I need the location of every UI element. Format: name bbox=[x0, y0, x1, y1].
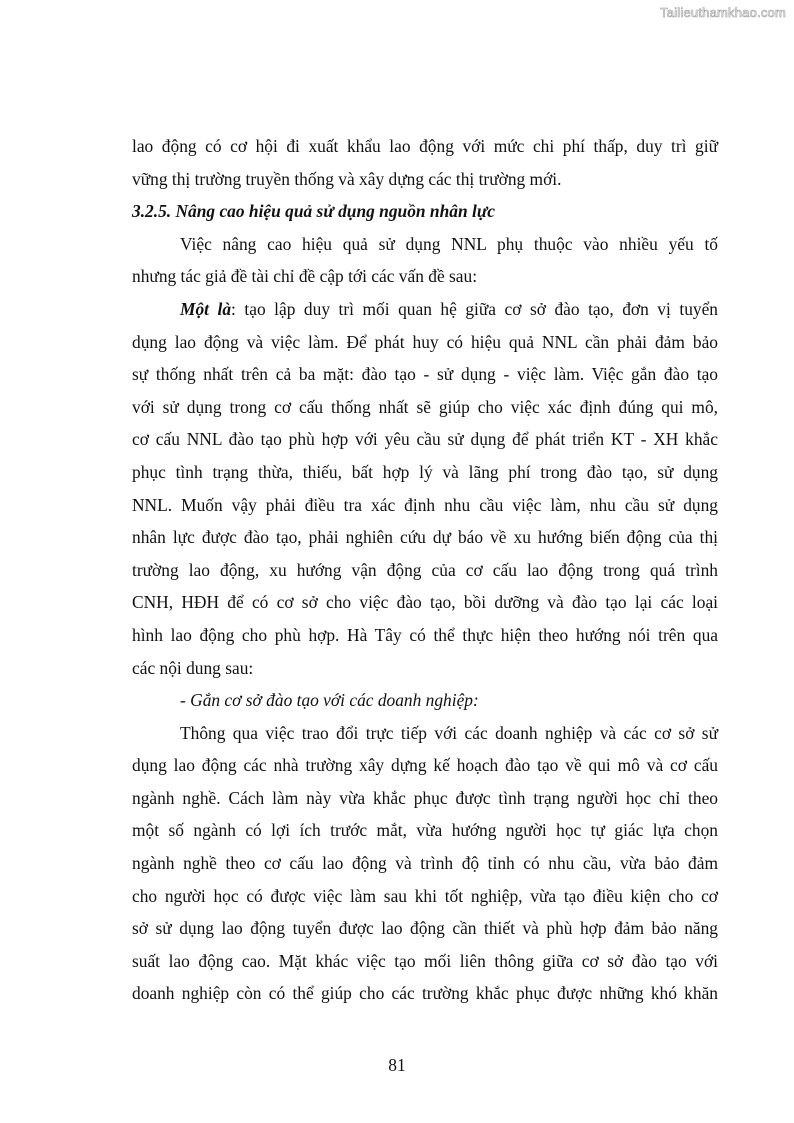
page-number: 81 bbox=[388, 1055, 406, 1075]
text-line: suất lao động cao. Mặt khác việc tạo mối liên thông giữa cơ sở đào tạo với bbox=[132, 950, 718, 971]
text-line: NNL. Muốn vậy phải điều tra xác định nhu cầu việc làm, nhu cầu sử dụng bbox=[132, 494, 718, 515]
watermark-text: Tailieuthamkhao.com bbox=[660, 5, 786, 20]
text-line: nhân lực được đào tạo, phải nghiên cứu dự báo về xu hướng biến động của thị bbox=[132, 527, 718, 548]
text-line: các nội dung sau: bbox=[132, 657, 254, 678]
text-line: Việc nâng cao hiệu quả sử dụng NNL phụ thuộc vào nhiều yếu tố bbox=[180, 233, 718, 254]
text-line: CNH, HĐH để có cơ sở cho việc đào tạo, bồi dưỡng và đào tạo lại các loại bbox=[132, 592, 718, 613]
text-line: cho người học có được việc làm sau khi tốt nghiệp, vừa tạo điều kiện cho cơ bbox=[132, 885, 718, 906]
text-line: sở sử dụng lao động tuyển được lao động cần thiết và phù hợp đảm bảo năng bbox=[132, 918, 718, 939]
text-line: hình lao động cho phù hợp. Hà Tây có thể thực hiện theo hướng nói trên qua bbox=[132, 624, 718, 645]
subheading-line: - Gắn cơ sở đào tạo với các doanh nghiệp: bbox=[180, 690, 479, 711]
text-line: với sử dụng trong cơ cấu thống nhất sẽ giúp cho việc xác định đúng qui mô, bbox=[132, 396, 718, 417]
text-line: lao động có cơ hội đi xuất khẩu lao động với mức chi phí thấp, duy trì giữ bbox=[132, 136, 718, 156]
section-heading: 3.2.5. Nâng cao hiệu quả sử dụng nguồn nhân lực bbox=[132, 201, 495, 222]
text-line: phục tình trạng thừa, thiếu, bất hợp lý và lãng phí trong đào tạo, sử dụng bbox=[132, 461, 718, 482]
text-line: dụng lao động các nhà trường xây dựng kế hoạch đào tạo về qui mô và cơ cấu bbox=[132, 755, 718, 776]
text-line: cơ cấu NNL đào tạo phù hợp với yêu cầu sử dụng để phát triển KT - XH khắc bbox=[132, 429, 718, 450]
text-line: Thông qua việc trao đổi trực tiếp với các doanh nghiệp và các cơ sở sử bbox=[180, 722, 718, 743]
emphasis-label: Một là bbox=[180, 298, 232, 319]
text-line: nhưng tác giả đề tài chỉ đề cập tới các vấn đề sau: bbox=[132, 266, 478, 287]
text-line bbox=[132, 293, 718, 326]
document-body bbox=[132, 130, 718, 1010]
text-line: một số ngành có lợi ích trước mắt, vừa hướng người học tự giác lựa chọn bbox=[132, 820, 718, 841]
text-line: doanh nghiệp còn có thể giúp cho các trường khắc phục được những khó khăn bbox=[132, 983, 718, 1004]
text-line: dụng lao động và việc làm. Để phát huy có hiệu quả NNL cần phải đảm bảo bbox=[132, 331, 718, 352]
text-line: ngành nghề. Cách làm này vừa khắc phục được tình trạng người học chỉ theo bbox=[132, 787, 718, 808]
text-line: trường lao động, xu hướng vận động của cơ cấu lao động trong quá trình bbox=[132, 559, 718, 580]
text-fragment: : tạo lập duy trì mối quan hệ giữa cơ sở đào tạo, đơn vị tuyển bbox=[231, 298, 718, 319]
text-line: ngành nghề theo cơ cấu lao động và trình độ tỉnh có nhu cầu, vừa bảo đảm bbox=[132, 853, 718, 874]
text-line: vững thị trường truyền thống và xây dựng các thị trường mới. bbox=[132, 168, 562, 189]
text-line: sự thống nhất trên cả ba mặt: đào tạo - sử dụng - việc làm. Việc gắn đào tạo bbox=[132, 364, 718, 385]
